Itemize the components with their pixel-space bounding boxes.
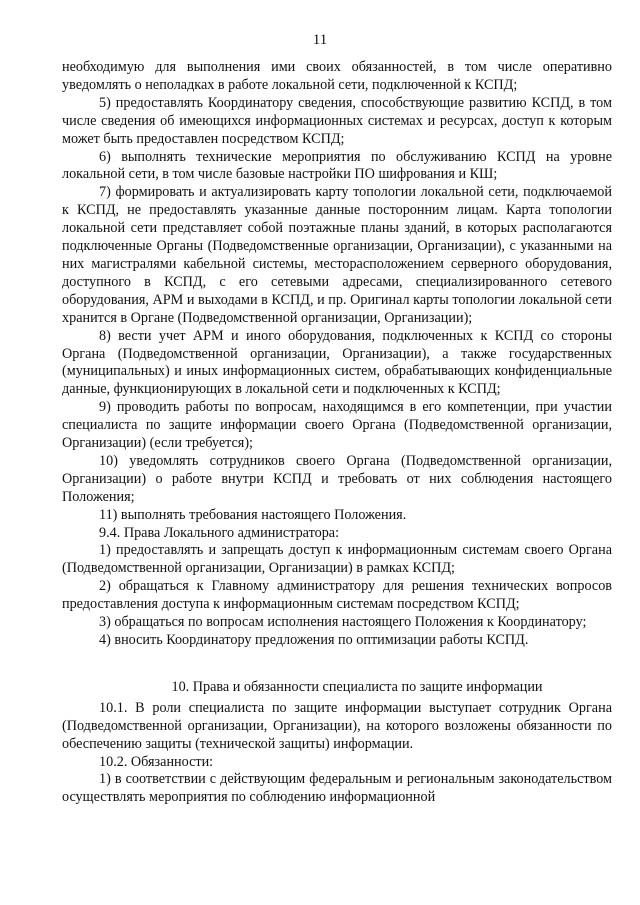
paragraph: 5) предоставлять Координатору сведения, способствующие развитию КСПД, в том числе сведения об имеющихся информационных системах и ресурсах, доступ к которым может быть предоставлен посредством КСПД; (62, 94, 612, 147)
paragraph: 9.4. Права Локального администратора: (99, 524, 340, 541)
paragraph: 7) формировать и актуализировать карту топологии локальной сети, подключаемой к КСПД, не предоставлять указанные данные посторонним лицам. Карта топологии локальной сети представляет собой поэтажные планы зданий, в которых располагаются подключенные Органы (Подведомственные организации, Организации), с указанными на них магистралями кабельной системы, месторасположением серверного оборудования, доступного в КСПД, с его сетевыми адресами, специализированного сетевого оборудования, АРМ и выходами в КСПД, и пр. Оригинал карты топологии локальной сети хранится в Органе (Подведомственной организации, Организации); (62, 184, 612, 326)
paragraph: необходимую для выполнения ими своих обязанностей, в том числе оперативно уведомлять о неполадках в работе локальной сети, подключенной к КСПД; (62, 59, 612, 93)
paragraph: 8) вести учет АРМ и иного оборудования, подключенных к КСПД со стороны Органа (Подведомственной организации, Организации), а также государственных (муниципальных) и иных информационных систем, обрабатывающих конфиденциальные данные, функционирующих в локальной сети и подключенных к КСПД; (62, 327, 612, 398)
paragraph: 3) обращаться по вопросам исполнения настоящего Положения к Координатору; (99, 614, 587, 631)
paragraph: 10.1. В роли специалиста по защите информации выступает сотрудник Органа (Подведомственной организации, Организации), на которого возложены обязанности по обеспечению защиты (технической защиты) информации. (62, 699, 612, 752)
paragraph: 2) обращаться к Главному администратору для решения технических вопросов предоставления доступа к информационным системам посредством КСПД; (62, 578, 612, 613)
paragraph: 4) вносить Координатору предложения по оптимизации работы КСПД. (99, 632, 529, 648)
page-number: 11 (312, 32, 328, 48)
paragraph: 1) в соответствии с действующим федеральным и региональным законодательством осуществлять мероприятия по соблюдению информационной (62, 771, 612, 806)
paragraph: 10) уведомлять сотрудников своего Органа (Подведомственной организации, Организации) о работе внутри КСПД и требовать от них соблюдения настоящего Положения; (62, 452, 612, 505)
paragraph: 9) проводить работы по вопросам, находящимся в его компетенции, при участии специалиста по защите информации своего Органа (Подведомственной организации, Организации) (если требуется); (62, 399, 612, 452)
paragraph: 11) выполнять требования настоящего Положения. (99, 506, 407, 523)
paragraph: 6) выполнять технические мероприятия по обслуживанию КСПД на уровне локальной сети, в том числе базовые настройки ПО шифрования и КШ; (62, 148, 612, 183)
paragraph: 1) предоставлять и запрещать доступ к информационным системам своего Органа (Подведомственной организации, Организации) в рамках КСПД; (62, 542, 612, 577)
section-heading: 10. Права и обязанности специалиста по защите информации (171, 678, 543, 695)
paragraph: 10.2. Обязанности: (99, 753, 214, 770)
document-body (62, 59, 612, 807)
